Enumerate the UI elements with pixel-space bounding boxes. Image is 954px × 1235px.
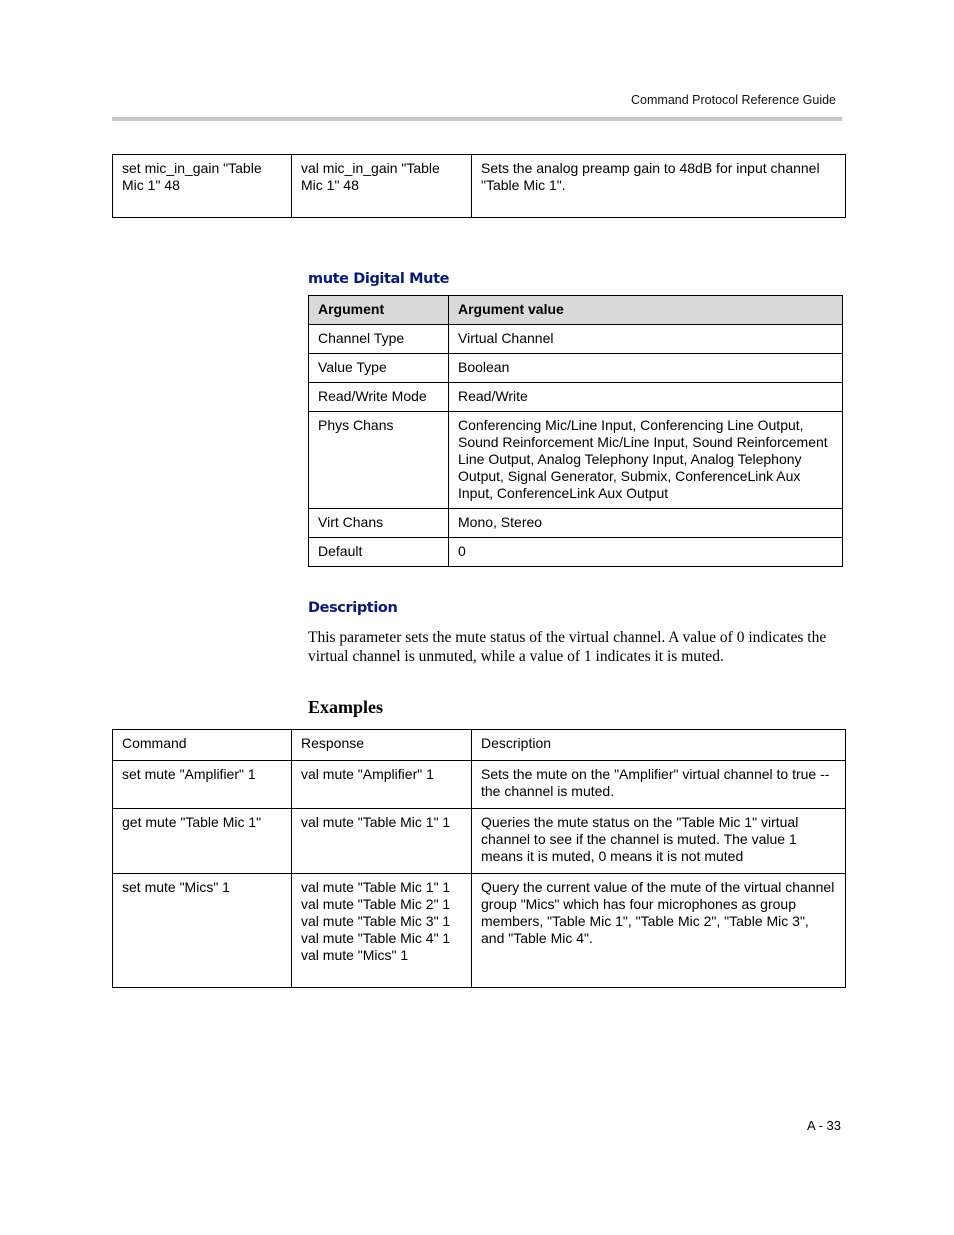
value-cell: Mono, Stereo bbox=[449, 509, 843, 538]
column-header: Argument bbox=[309, 296, 449, 325]
response-cell: val mute "Table Mic 1" 1 val mute "Table Mic 2" 1 val mute "Table Mic 3" 1 val mute "Table Mic 4" 1 val mute "Mics" 1 bbox=[292, 874, 472, 988]
argument-cell: Phys Chans bbox=[309, 412, 449, 509]
response-cell: val mute "Amplifier" 1 bbox=[292, 761, 472, 809]
table-header-row bbox=[309, 296, 843, 325]
table-row bbox=[113, 809, 846, 874]
continued-examples-table bbox=[112, 154, 846, 218]
column-header: Argument value bbox=[449, 296, 843, 325]
examples-table bbox=[112, 729, 846, 988]
table-row bbox=[113, 874, 846, 988]
command-cell: set mute "Mics" 1 bbox=[113, 874, 292, 988]
description-cell: Query the current value of the mute of the virtual channel group "Mics" which has four microphones as group members, "Table Mic 1", "Table Mic 2", "Table Mic 3", and "Table Mic 4". bbox=[472, 874, 846, 988]
examples-heading: Examples bbox=[308, 697, 384, 717]
command-cell: set mute "Amplifier" 1 bbox=[113, 761, 292, 809]
description-cell: Sets the mute on the "Amplifier" virtual channel to true -- the channel is muted. bbox=[472, 761, 846, 809]
table-row bbox=[113, 761, 846, 809]
header-rule bbox=[112, 117, 842, 121]
value-cell: Conferencing Mic/Line Input, Conferencing Line Output, Sound Reinforcement Mic/Line Input, Sound Reinforcement Line Output, Analog Telephony Input, Analog Telephony Output, Signal Generator, Submix, ConferenceLink Aux Input, ConferenceLink Aux Output bbox=[449, 412, 843, 509]
description-heading: Description bbox=[308, 600, 398, 616]
argument-table bbox=[308, 295, 843, 567]
page-number: A - 33 bbox=[807, 1118, 841, 1133]
description-cell: Queries the mute status on the "Table Mic 1" virtual channel to see if the channel is muted. The value 1 means it is muted, 0 means it is not muted bbox=[472, 809, 846, 874]
table-header-row bbox=[113, 730, 846, 761]
table-row bbox=[309, 325, 843, 354]
column-header: Response bbox=[292, 730, 472, 761]
argument-cell: Read/Write Mode bbox=[309, 383, 449, 412]
value-cell: 0 bbox=[449, 538, 843, 567]
column-header: Command bbox=[113, 730, 292, 761]
table-row bbox=[309, 412, 843, 509]
table-row bbox=[309, 354, 843, 383]
argument-cell: Channel Type bbox=[309, 325, 449, 354]
response-cell: val mute "Table Mic 1" 1 bbox=[292, 809, 472, 874]
table-row bbox=[309, 383, 843, 412]
argument-cell: Value Type bbox=[309, 354, 449, 383]
running-header: Command Protocol Reference Guide bbox=[631, 93, 836, 107]
command-cell: set mic_in_gain "Table Mic 1" 48 bbox=[113, 155, 292, 218]
argument-cell: Virt Chans bbox=[309, 509, 449, 538]
value-cell: Virtual Channel bbox=[449, 325, 843, 354]
description-cell: Sets the analog preamp gain to 48dB for input channel "Table Mic 1". bbox=[472, 155, 846, 218]
table-row bbox=[309, 538, 843, 567]
parameter-heading: mute Digital Mute bbox=[308, 271, 450, 287]
value-cell: Boolean bbox=[449, 354, 843, 383]
command-cell: get mute "Table Mic 1" bbox=[113, 809, 292, 874]
argument-cell: Default bbox=[309, 538, 449, 567]
table-row bbox=[113, 155, 846, 218]
response-cell: val mic_in_gain "Table Mic 1" 48 bbox=[292, 155, 472, 218]
description-paragraph: This parameter sets the mute status of the virtual channel. A value of 0 indicates the virtual channel is unmuted, while a value of 1 indicates it is muted. bbox=[308, 629, 827, 665]
value-cell: Read/Write bbox=[449, 383, 843, 412]
table-row bbox=[309, 509, 843, 538]
column-header: Description bbox=[472, 730, 846, 761]
